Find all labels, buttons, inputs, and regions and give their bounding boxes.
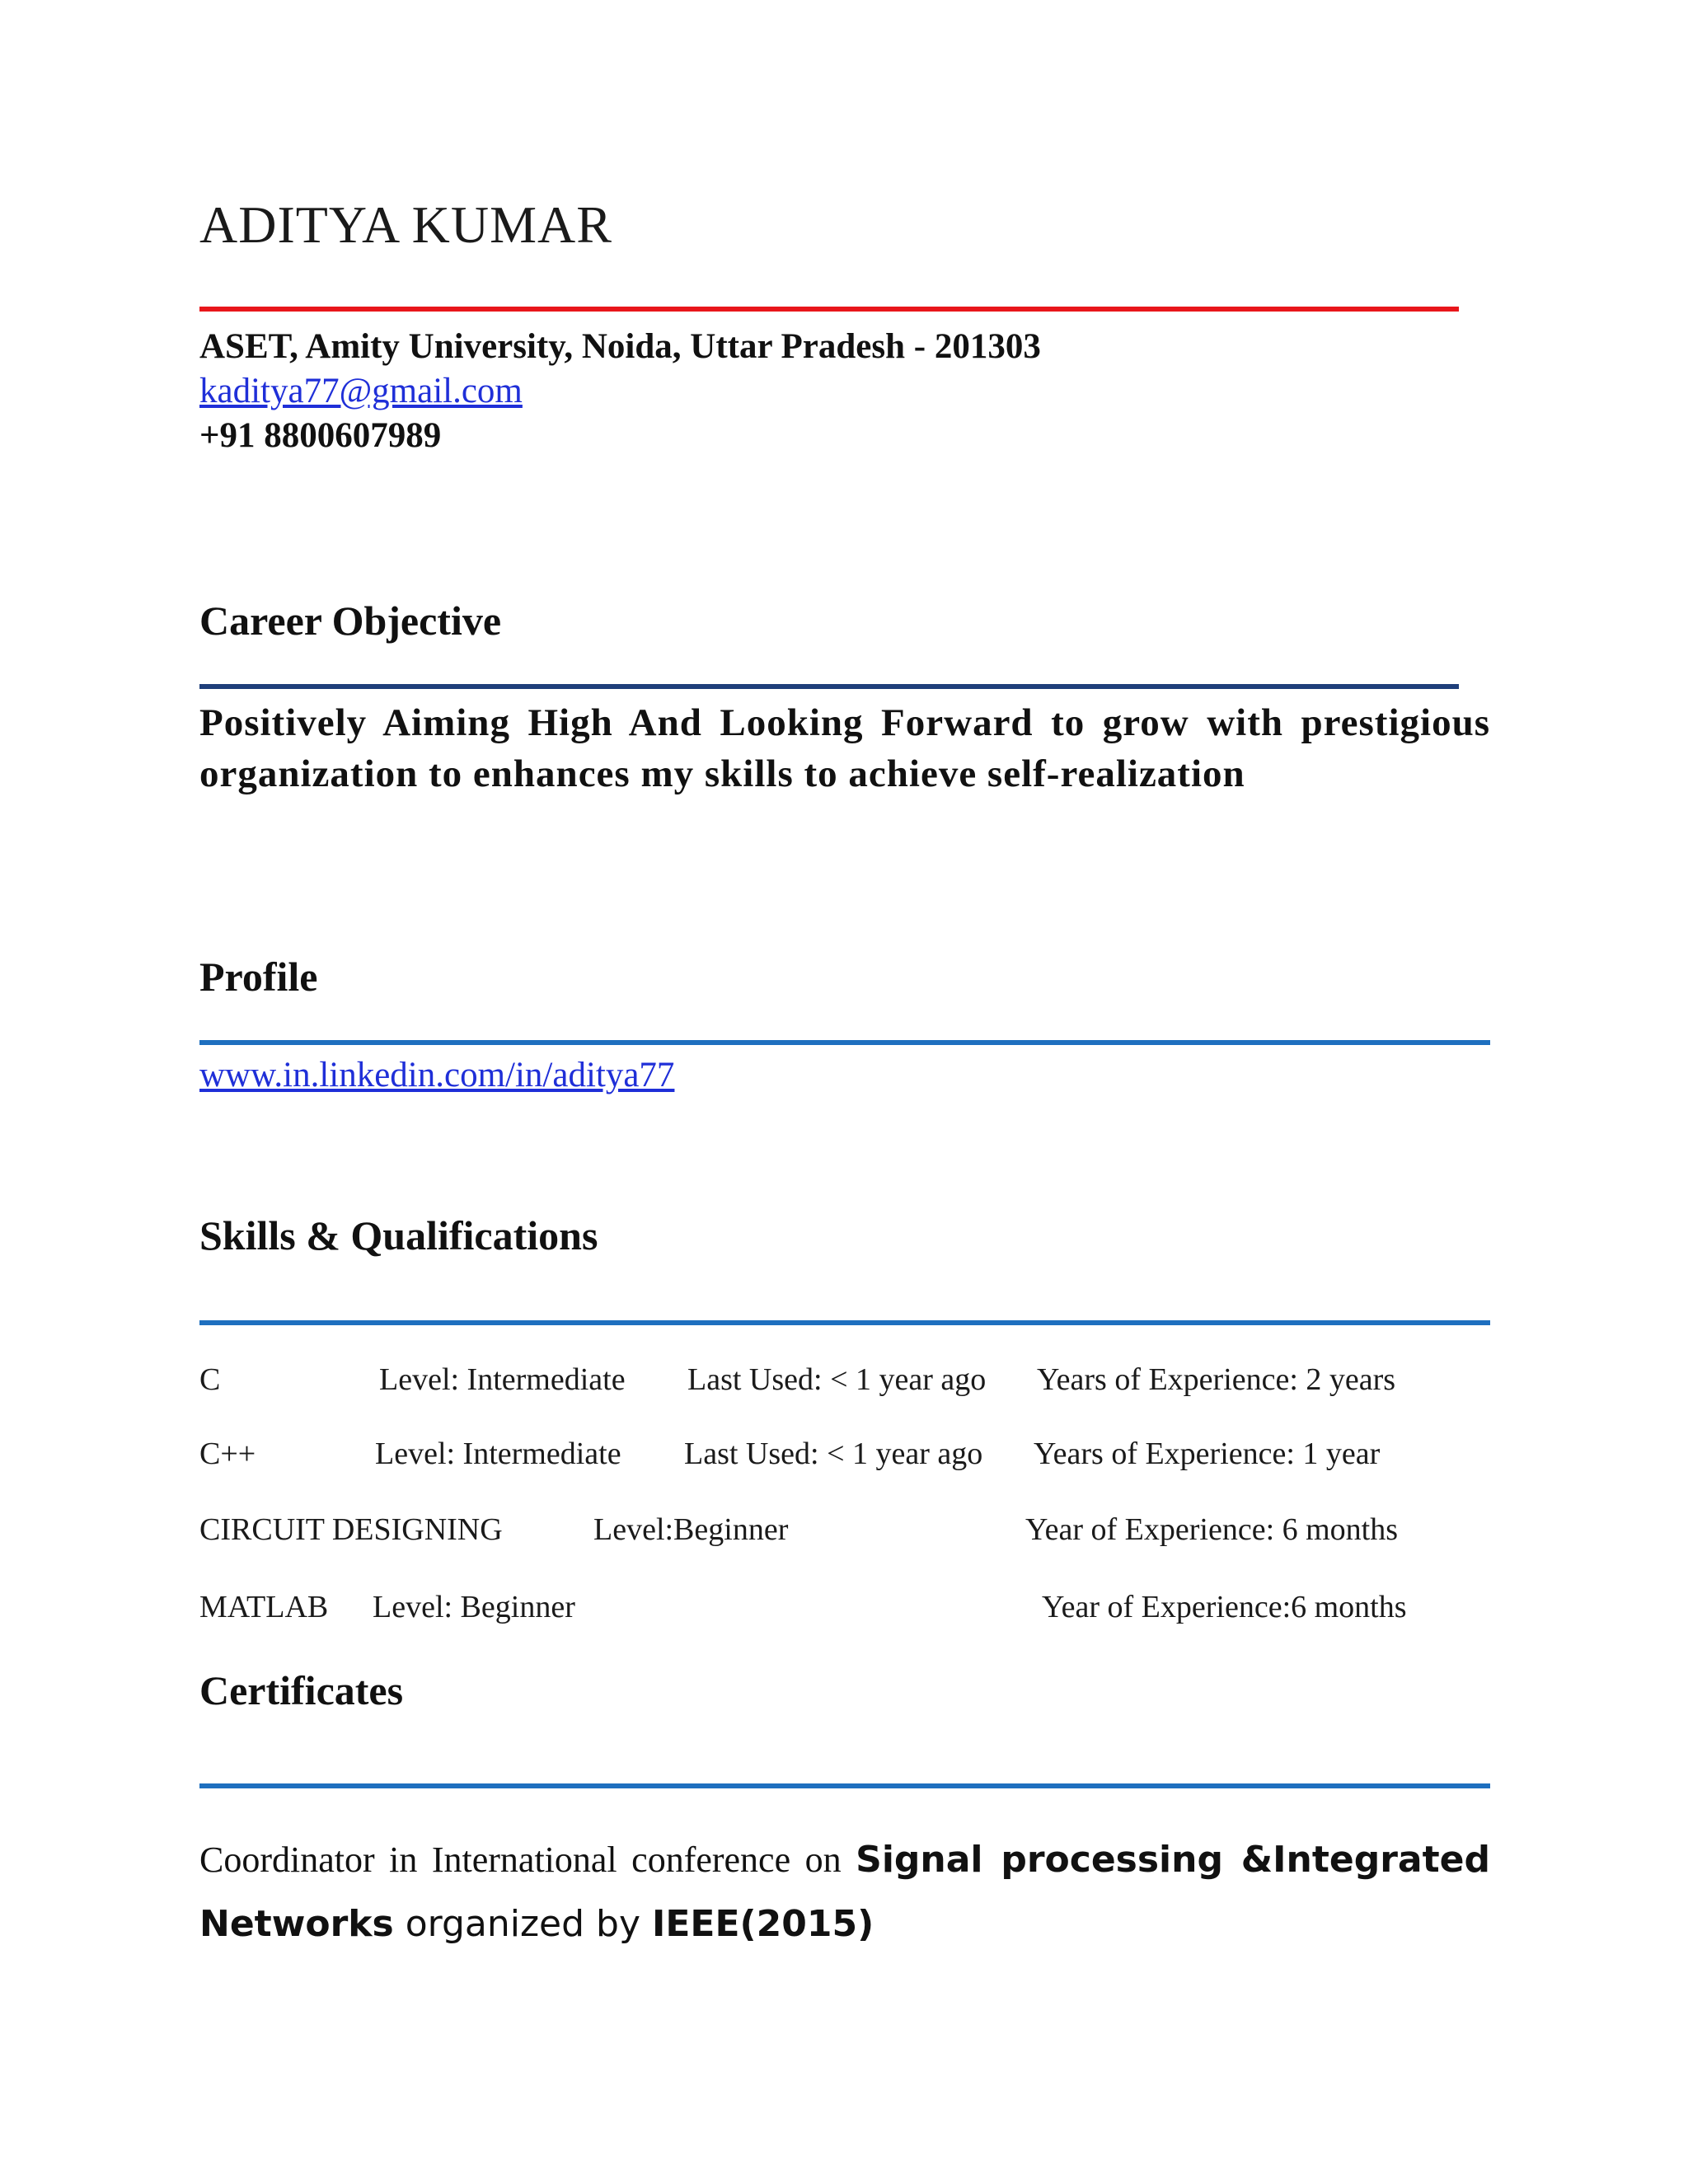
skill-last-used: Last Used: < 1 year ago [687,1362,987,1397]
profile-heading: Profile [199,954,318,1000]
candidate-name: ADITYA KUMAR [199,195,612,254]
certificate-text-2: organized by [393,1903,652,1945]
skill-experience: Years of Experience: 1 year [1034,1436,1381,1471]
email-link[interactable]: kaditya77@gmail.com [199,372,523,410]
skill-experience: Year of Experience: 6 months [1025,1512,1399,1547]
career-objective-heading: Career Objective [199,598,502,644]
certificate-organizer: IEEE(2015) [652,1903,874,1945]
skills-heading: Skills & Qualifications [199,1212,598,1258]
certificates-divider [199,1783,1490,1788]
skill-level: Level: Intermediate [379,1362,626,1397]
skill-name: CIRCUIT DESIGNING [199,1512,503,1547]
profile-divider [199,1040,1490,1045]
skill-level: Level: Intermediate [375,1436,621,1471]
certificate-conference-name: Signal processing &Integrated Networks [199,1839,1490,1945]
linkedin-link[interactable]: www.in.linkedin.com/in/aditya77 [199,1056,675,1094]
skill-name: MATLAB [199,1590,329,1624]
certificates-heading: Certificates [199,1667,404,1713]
skills-divider [199,1320,1490,1325]
career-objective-divider [199,684,1459,689]
skill-last-used: Last Used: < 1 year ago [684,1436,983,1471]
skill-name: C [199,1362,221,1397]
header-divider [199,307,1459,312]
skill-experience: Year of Experience:6 months [1042,1590,1407,1624]
skill-level: Level: Beginner [373,1590,575,1624]
certificate-text-1: Coordinator in International conference on [199,1840,856,1880]
skill-level: Level:Beginner [593,1512,789,1547]
address: ASET, Amity University, Noida, Uttar Pradesh - 201303 [199,327,1041,366]
skill-experience: Years of Experience: 2 years [1037,1362,1396,1397]
career-objective-text: Positively Aiming High And Looking Forward to grow with prestigious organization to enhances my skills to achieve self-realization [199,701,1490,795]
phone-number: +91 8800607989 [199,416,442,455]
skill-name: C++ [199,1436,256,1471]
certificate-entry [199,1828,1490,1957]
